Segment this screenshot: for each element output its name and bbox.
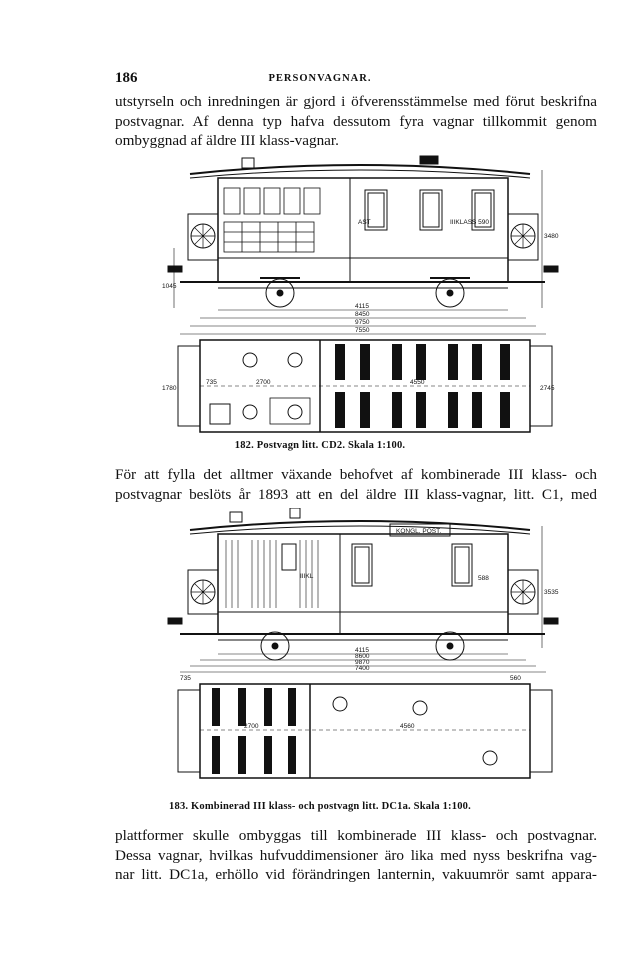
car-number: 588 xyxy=(478,575,489,582)
dimension-label: 8450 xyxy=(355,311,370,318)
dimension-label: 7550 xyxy=(355,327,370,334)
figure-182 xyxy=(160,148,560,448)
dimension-label: 3535 xyxy=(544,589,559,596)
dimension-label: 735 xyxy=(206,379,217,386)
paragraph-line: plattformer skulle ombyggas till kombinerade III klass- och postvagnar. xyxy=(115,827,597,844)
dimension-label: 2745 xyxy=(540,385,555,392)
figure-caption-183: 183. Kombinerad III klass- och postvagn litt. DC1a. Skala 1:100. xyxy=(169,801,471,812)
dimension-label: 2700 xyxy=(256,379,271,386)
dimension-label: 7400 xyxy=(355,665,370,672)
figure-caption-182: 182. Postvagn litt. CD2. Skala 1:100. xyxy=(234,440,406,451)
dimension-label: 2700 xyxy=(244,723,259,730)
paragraph-line: nar litt. DC1a, erhöllo vid förändringen lanternin, vakuumrör samt appara- xyxy=(115,866,597,883)
paragraph-1 xyxy=(115,92,597,151)
paragraph-line: utstyrseln och inredningen är gjord i öfverensstämmelse med förut beskrifna xyxy=(115,93,597,110)
dimension-label: 560 xyxy=(510,675,521,682)
paragraph-2 xyxy=(115,465,597,504)
railcar-drawing-182 xyxy=(160,148,560,448)
dimension-label: 1780 xyxy=(162,385,177,392)
car-sign-left: IIIKL xyxy=(300,573,314,580)
dimension-label: 8600 xyxy=(355,653,370,660)
paragraph-line: För att fylla det alltmer växande behofvet af kombinerade III klass- och xyxy=(115,466,597,483)
paragraph-line: ombyggnad af äldre III klass-vagnar. xyxy=(115,132,339,149)
paragraph-line: postvagnar. Af denna typ hafva dessutom fyra vagnar tillkommit genom xyxy=(115,112,597,130)
figure-183 xyxy=(160,508,560,800)
dimension-label: 9870 xyxy=(355,659,370,666)
page-header xyxy=(115,70,525,90)
car-sign-right: IIIKLASS 590 xyxy=(450,219,490,226)
dimension-label: 9750 xyxy=(355,319,370,326)
running-title: PERSONVAGNAR. xyxy=(268,73,372,84)
railcar-drawing-183 xyxy=(160,508,560,800)
page-number: 186 xyxy=(115,70,138,86)
dimension-label: 735 xyxy=(180,675,191,682)
dimension-label: 4550 xyxy=(410,379,425,386)
car-sign-left: AST xyxy=(358,219,371,226)
dimension-label: 4560 xyxy=(400,723,415,730)
paragraph-line: Dessa vagnar, hvilkas hufvuddimensioner äro lika med nyss beskrifna vag- xyxy=(115,846,597,864)
dimension-label: 3480 xyxy=(544,233,559,240)
dimension-label: 4115 xyxy=(355,303,369,310)
car-sign-right: KONGL. POST. xyxy=(396,528,442,535)
dimension-label: 1045 xyxy=(162,283,177,290)
paragraph-3 xyxy=(115,826,597,885)
paragraph-line: postvagnar beslöts år 1893 att en del äldre III klass-vagnar, litt. C1, med xyxy=(115,485,597,503)
dimension-label: 4115 xyxy=(355,647,369,654)
